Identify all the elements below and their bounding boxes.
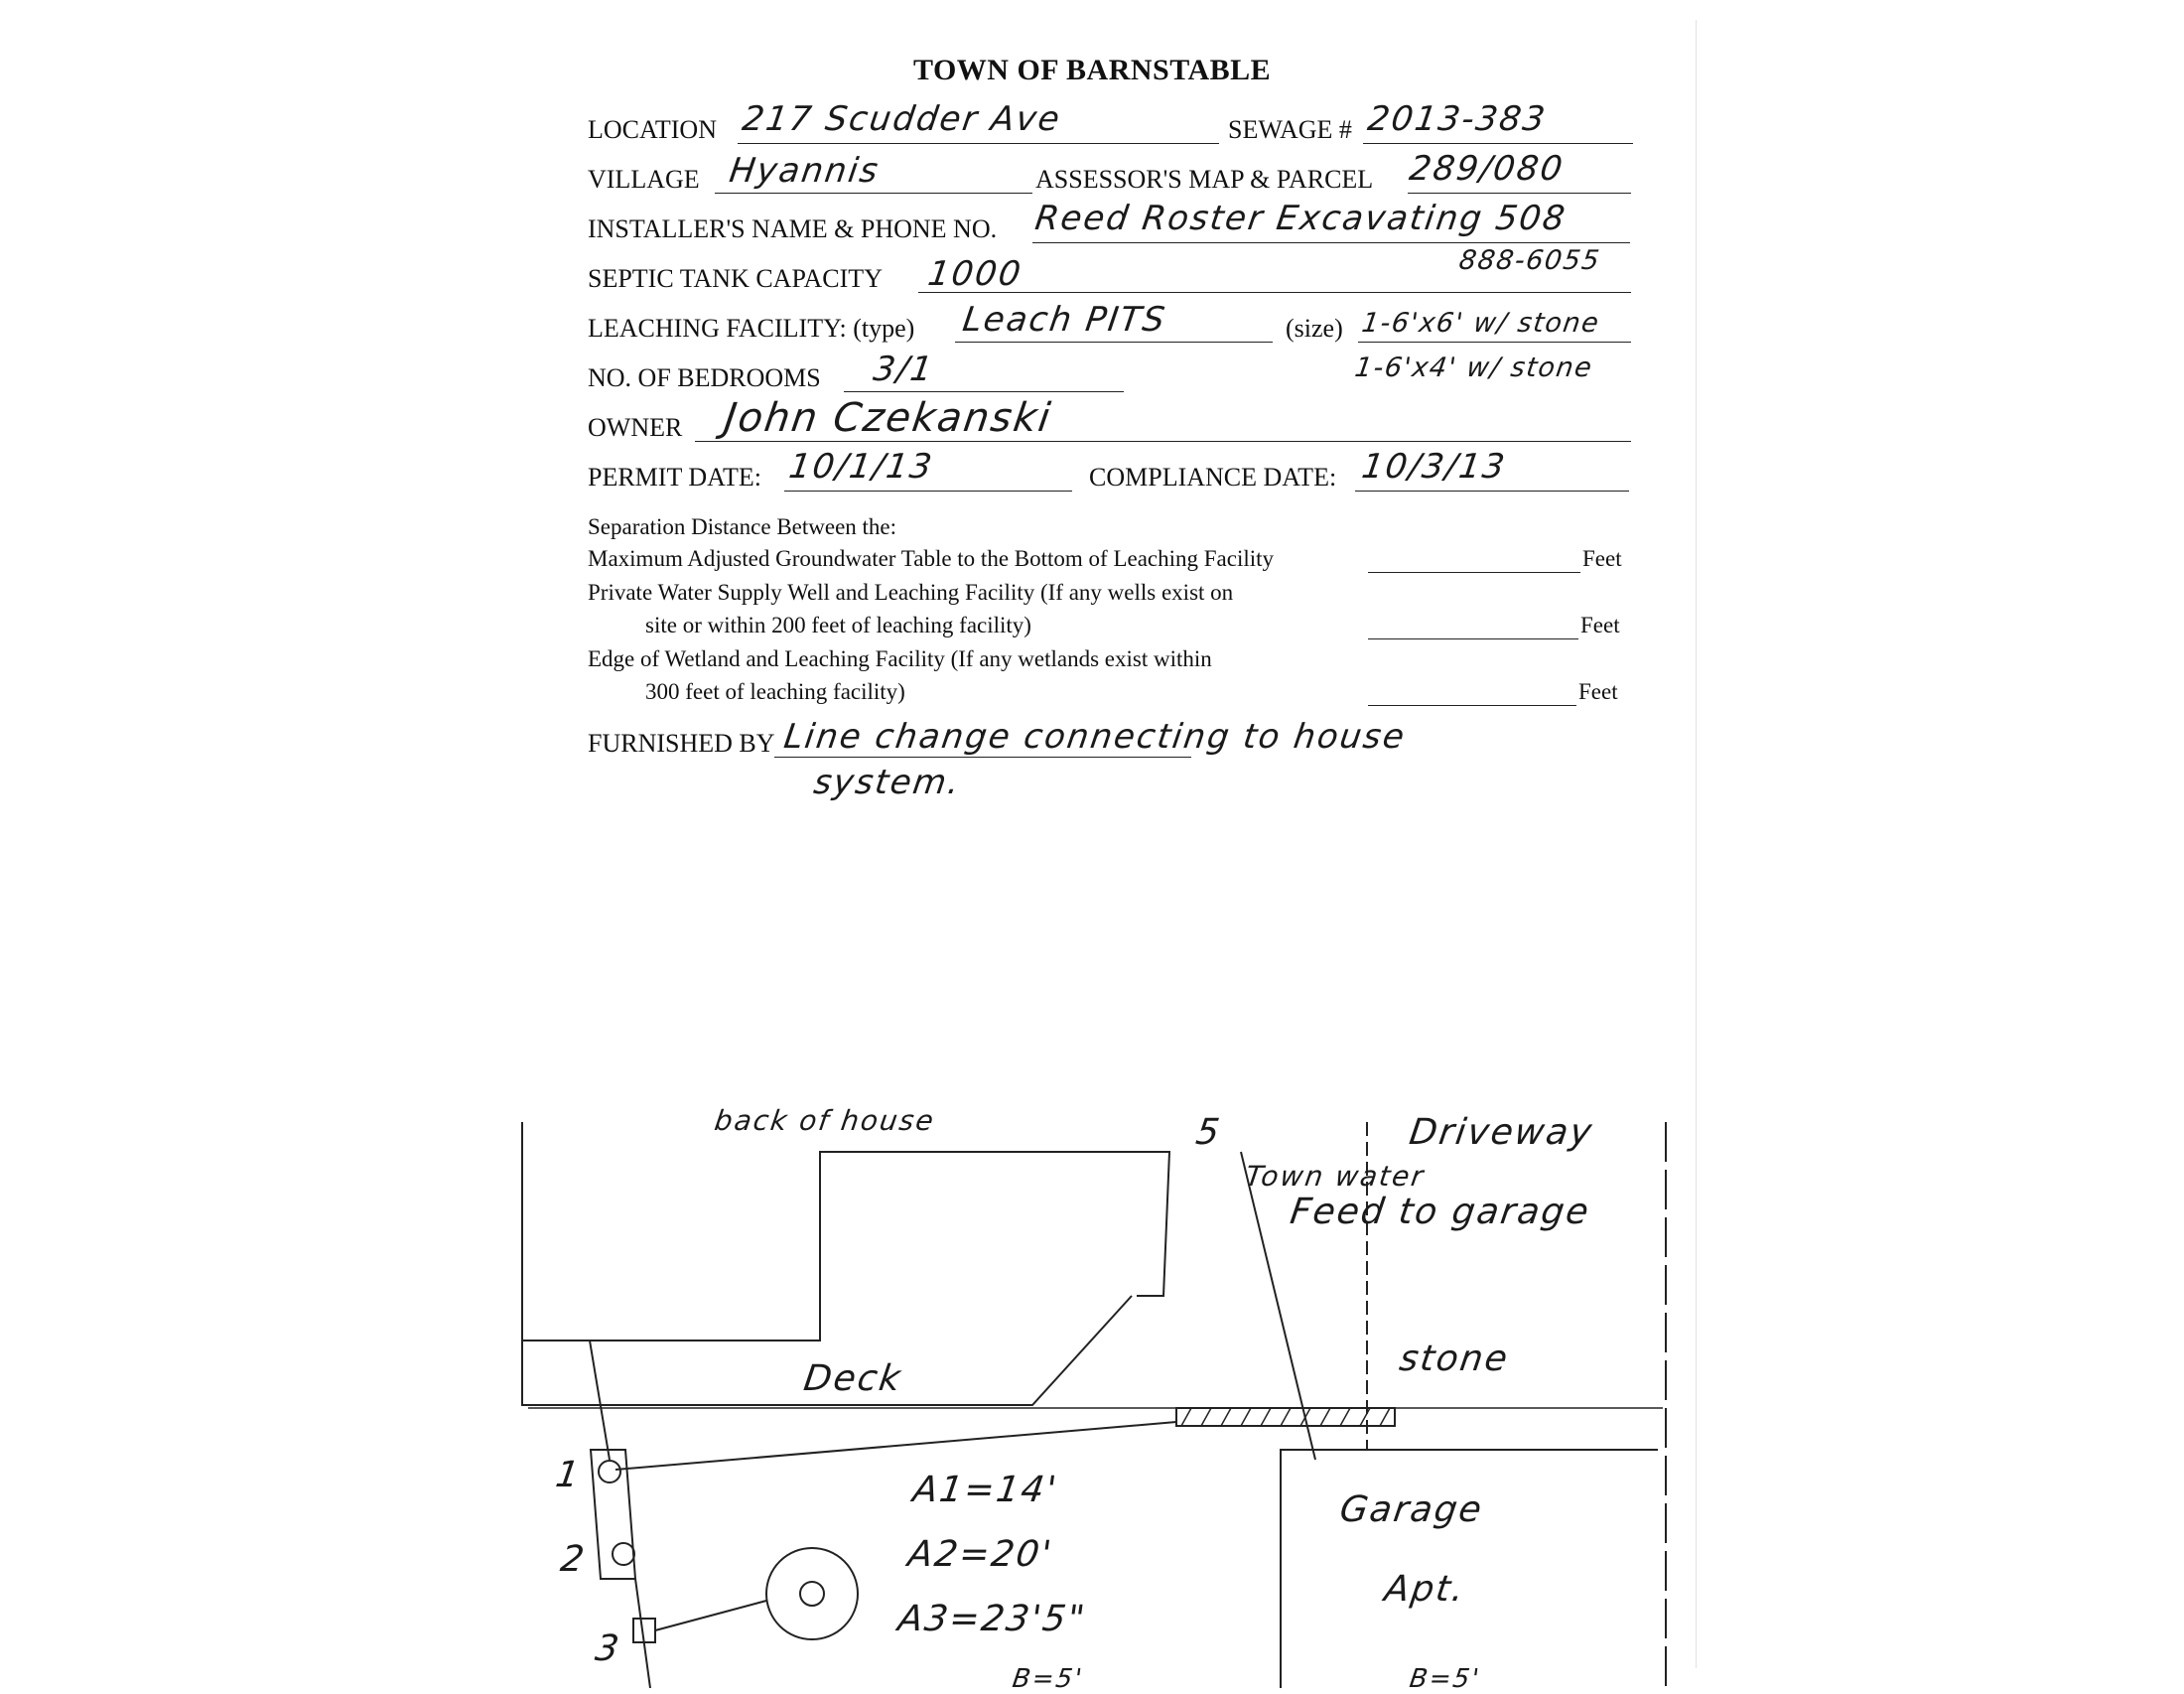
compliance-label: COMPLIANCE DATE: bbox=[1089, 463, 1337, 492]
permit-label: PERMIT DATE: bbox=[588, 463, 762, 492]
bottom-measure-2: B=5' bbox=[1407, 1664, 1483, 1694]
pipe-to-tank bbox=[655, 1601, 766, 1630]
bedrooms-label: NO. OF BEDROOMS bbox=[588, 363, 821, 392]
permit-value: 10/1/13 bbox=[786, 447, 936, 487]
furnished-value-1: Line change connecting to house bbox=[781, 717, 1409, 757]
bedrooms-value: 3/1 bbox=[871, 350, 937, 389]
apt-label: Apt. bbox=[1382, 1569, 1468, 1610]
pit-number-1: 1 bbox=[553, 1455, 584, 1495]
separation-row-3b: 300 feet of leaching facility) bbox=[645, 679, 905, 704]
a2-label: A2=20' bbox=[905, 1534, 1056, 1575]
size-value-2: 1-6'x4' w/ stone bbox=[1352, 353, 1595, 383]
point-number-5: 5 bbox=[1193, 1112, 1224, 1153]
separation-unit-1: Feet bbox=[1582, 546, 1622, 571]
stone-label: stone bbox=[1397, 1339, 1512, 1379]
septic-value: 1000 bbox=[925, 254, 1025, 294]
bottom-measure-1: B=5' bbox=[1010, 1664, 1086, 1694]
septic-label: SEPTIC TANK CAPACITY bbox=[588, 264, 883, 293]
assessor-label: ASSESSOR'S MAP & PARCEL bbox=[1035, 165, 1374, 194]
garage-label: Garage bbox=[1337, 1489, 1486, 1530]
village-label: VILLAGE bbox=[588, 165, 700, 194]
septic-tank-inner bbox=[800, 1582, 824, 1606]
owner-value: John Czekanski bbox=[721, 395, 1055, 441]
pit-number-2: 2 bbox=[558, 1539, 589, 1580]
form-title: TOWN OF BARNSTABLE bbox=[913, 54, 1272, 86]
back-of-house-label: back of house bbox=[712, 1104, 938, 1137]
compliance-value: 10/3/13 bbox=[1359, 447, 1509, 487]
owner-label: OWNER bbox=[588, 413, 683, 442]
box-number-3: 3 bbox=[593, 1628, 623, 1669]
pit-1 bbox=[599, 1461, 620, 1482]
installer-label: INSTALLER'S NAME & PHONE NO. bbox=[588, 214, 998, 243]
separation-unit-3: Feet bbox=[1578, 679, 1618, 704]
installer-phone: 888-6055 bbox=[1456, 245, 1603, 276]
separation-heading: Separation Distance Between the: bbox=[588, 514, 897, 539]
separation-row-2a: Private Water Supply Well and Leaching Facility (If any wells exist on bbox=[588, 580, 1234, 605]
size-value-1: 1-6'x6' w/ stone bbox=[1359, 308, 1602, 339]
leaching-label: LEACHING FACILITY: (type) bbox=[588, 314, 915, 343]
separation-row-1: Maximum Adjusted Groundwater Table to the Bottom of Leaching Facility bbox=[588, 546, 1275, 571]
village-value: Hyannis bbox=[727, 151, 883, 191]
leaching-type-value: Leach PITS bbox=[960, 300, 1169, 340]
stone-hatch-marks bbox=[1181, 1408, 1390, 1426]
pits-to-box bbox=[635, 1579, 650, 1688]
sewage-label: SEWAGE # bbox=[1228, 115, 1352, 144]
feed-to-garage-label: Feed to garage bbox=[1288, 1192, 1593, 1232]
garage-outline bbox=[1281, 1450, 1658, 1688]
house-to-pits bbox=[590, 1341, 610, 1460]
location-value: 217 Scudder Ave bbox=[740, 99, 1064, 139]
size-label: (size) bbox=[1286, 314, 1343, 343]
furnished-label: FURNISHED BY bbox=[588, 729, 775, 758]
house-outline bbox=[522, 1122, 1169, 1341]
assessor-value: 289/080 bbox=[1407, 149, 1568, 189]
a1-label: A1=14' bbox=[910, 1470, 1061, 1510]
installer-value: Reed Roster Excavating 508 bbox=[1032, 199, 1570, 238]
furnished-value-2: system. bbox=[811, 763, 964, 802]
separation-unit-2: Feet bbox=[1580, 613, 1620, 637]
driveway-label: Driveway bbox=[1407, 1112, 1596, 1153]
town-water-label: Town water bbox=[1243, 1160, 1428, 1193]
sewage-value: 2013-383 bbox=[1365, 99, 1550, 139]
separation-row-3a: Edge of Wetland and Leaching Facility (If any wetlands exist within bbox=[588, 646, 1212, 671]
septic-tank bbox=[766, 1548, 858, 1639]
pit-2 bbox=[613, 1543, 634, 1565]
a3-label: A3=23'5" bbox=[895, 1599, 1089, 1639]
separation-row-2b: site or within 200 feet of leaching facility) bbox=[645, 613, 1031, 637]
location-label: LOCATION bbox=[588, 115, 717, 144]
deck-label: Deck bbox=[801, 1358, 905, 1399]
pipe-line bbox=[615, 1422, 1176, 1470]
